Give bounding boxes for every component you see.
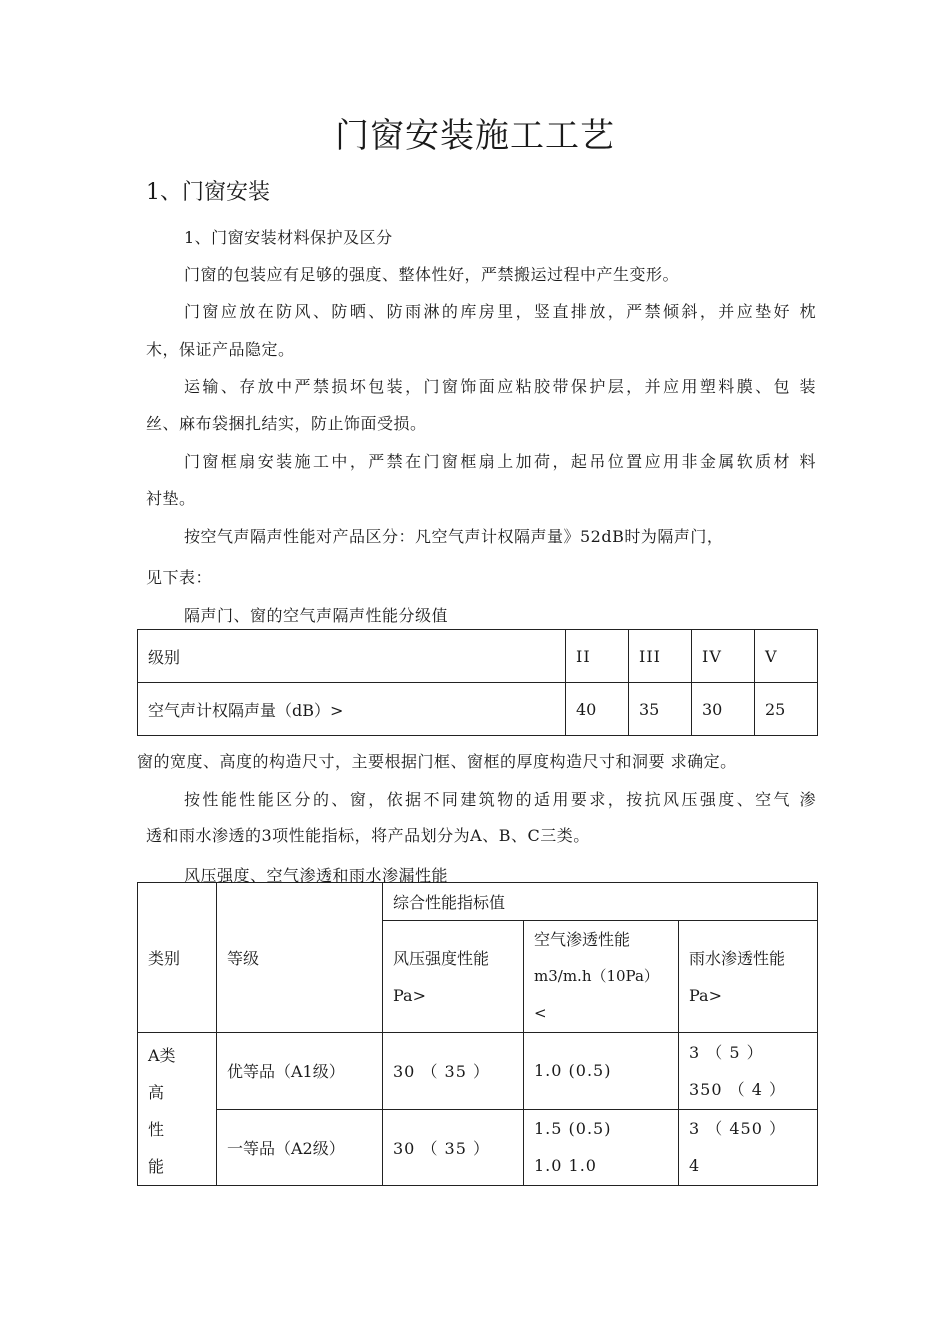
table-cell-category-a: A类 高 性 能 xyxy=(138,1033,217,1186)
paragraph-storage-line2: 木，保证产品隐定。 xyxy=(146,340,295,359)
table-cell: IV xyxy=(692,630,755,683)
paragraph-see-table: 见下表： xyxy=(146,568,213,587)
table-cell: 30 （ 35 ） xyxy=(383,1033,524,1110)
paragraph-install-line1: 门窗框扇安装施工中，严禁在门窗框扇上加荷，起吊位置应用非金属软质材 料 xyxy=(184,452,816,471)
paragraph-install-line2: 衬垫。 xyxy=(146,489,196,508)
table-cell: III xyxy=(629,630,692,683)
table-cell: 级别 xyxy=(138,630,566,683)
table-cell: V xyxy=(755,630,818,683)
table1-caption: 隔声门、窗的空气声隔声性能分级值 xyxy=(184,606,449,625)
acoustic-grade-table xyxy=(137,629,818,736)
table-row xyxy=(138,683,818,736)
paragraph-performance-line2: 透和雨水渗透的3项性能指标，将产品划分为A、B、C三类。 xyxy=(146,826,590,845)
table-cell: 35 xyxy=(629,683,692,736)
table-cell: 1.0 (0.5) xyxy=(524,1033,679,1110)
paragraph-performance-line1: 按性能性能区分的、窗，依据不同建筑物的适用要求，按抗风压强度、空气 渗 xyxy=(184,790,816,809)
table-row xyxy=(138,630,818,683)
paragraph-transport-line2: 丝、麻布袋捆扎结实，防止饰面受损。 xyxy=(146,414,427,433)
table-cell: 3 （ 450 ） 4 xyxy=(679,1109,818,1186)
document-title: 门窗安装施工工艺 xyxy=(335,116,615,156)
table-cell: II xyxy=(566,630,629,683)
table-cell: 1.5 (0.5) 1.0 1.0 xyxy=(524,1109,679,1186)
section-heading: 1、门窗安装 xyxy=(146,180,270,205)
table-cell: 40 xyxy=(566,683,629,736)
table-cell: 25 xyxy=(755,683,818,736)
table2-caption: 风压强度、空气渗透和雨水渗漏性能 xyxy=(184,866,449,885)
paragraph-storage-line1: 门窗应放在防风、防晒、防雨淋的库房里，竖直排放，严禁倾斜，并应垫好 枕 xyxy=(184,302,816,321)
table-header-group: 综合性能指标值 xyxy=(383,883,818,921)
subsection-heading: 1、门窗安装材料保护及区分 xyxy=(184,228,393,247)
performance-table xyxy=(137,882,818,1186)
table-header-wind: 风压强度性能 Pa> xyxy=(383,921,524,1033)
paragraph-dimensions: 窗的宽度、高度的构造尺寸，主要根据门框、窗框的厚度构造尺寸和洞要 求确定。 xyxy=(137,752,737,771)
table-cell: 一等品（A2级） xyxy=(217,1109,383,1186)
table-row xyxy=(138,1033,818,1110)
table-row xyxy=(138,883,818,921)
table-cell: 30 xyxy=(692,683,755,736)
table-cell: 空气声计权隔声量（dB）> xyxy=(138,683,566,736)
paragraph-transport-line1: 运输、存放中严禁损坏包装，门窗饰面应粘胶带保护层，并应用塑料膜、包 装 xyxy=(184,377,816,396)
table-header-rain: 雨水渗透性能 Pa> xyxy=(679,921,818,1033)
table-cell: 优等品（A1级） xyxy=(217,1033,383,1110)
table-cell: 30 （ 35 ） xyxy=(383,1109,524,1186)
table-header-air: 空气渗透性能 m3/m.h（10Pa） < xyxy=(524,921,679,1033)
table-row xyxy=(138,1109,818,1186)
table-header-grade: 等级 xyxy=(217,883,383,1033)
paragraph-packaging: 门窗的包装应有足够的强度、整体性好，严禁搬运过程中产生变形。 xyxy=(184,265,680,284)
table-header-category: 类别 xyxy=(138,883,217,1033)
paragraph-acoustic: 按空气声隔声性能对产品区分：凡空气声计权隔声量》52dB时为隔声门， xyxy=(184,527,724,546)
table-cell: 3 （ 5 ） 350 （ 4 ） xyxy=(679,1033,818,1110)
